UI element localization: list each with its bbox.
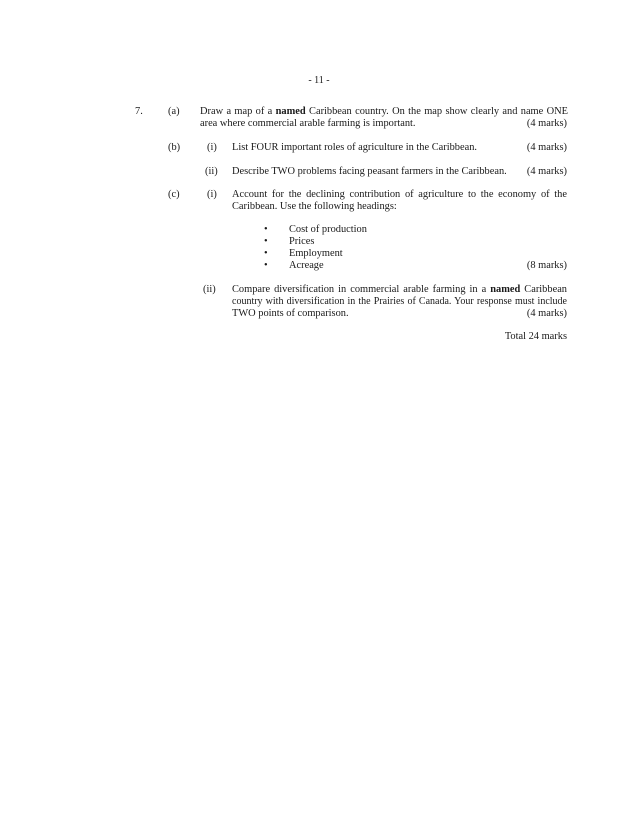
part-c-label: (c) <box>168 189 180 200</box>
list-item: • Acreage <box>264 260 324 271</box>
part-c-i-line1: Account for the declining contribution of agriculture to the economy of the <box>232 189 567 200</box>
bullet-icon: • <box>264 236 268 247</box>
part-c-i-line2: Caribbean. Use the following headings: <box>232 201 397 212</box>
question-number: 7. <box>135 106 143 117</box>
part-b-label: (b) <box>168 142 181 153</box>
list-item: • Prices <box>264 236 315 247</box>
page-number: - 11 - <box>308 75 330 86</box>
part-c-ii-marks: (4 marks) <box>526 308 567 319</box>
part-c-i-marks: (8 marks) <box>526 260 567 271</box>
bullet-icon: • <box>264 248 268 259</box>
part-a-marks: (4 marks) <box>526 118 567 129</box>
part-b-ii-text: Describe TWO problems facing peasant farmers in the Caribbean. <box>232 166 507 177</box>
headings-list <box>264 224 367 272</box>
part-c-ii-line3: TWO points of comparison. <box>232 308 349 319</box>
part-a-label: (a) <box>168 106 180 117</box>
part-a-line1: Draw a map of a named Caribbean country. On the map show clearly and name ONE <box>200 106 568 117</box>
bullet-icon: • <box>264 224 268 235</box>
bullet-icon: • <box>264 260 268 271</box>
part-c-ii-line1: Compare diversification in commercial arable farming in a named Caribbean <box>232 284 567 295</box>
part-b-ii-marks: (4 marks) <box>526 166 567 177</box>
part-b-i-label: (i) <box>207 142 217 153</box>
part-b-i-marks: (4 marks) <box>526 142 567 153</box>
part-c-ii-line2: country with diversification in the Prairies of Canada. Your response must include <box>232 296 567 307</box>
part-b-i-text: List FOUR important roles of agriculture in the Caribbean. <box>232 142 477 153</box>
part-a-named-bold: named <box>275 106 306 117</box>
total-marks: Total 24 marks <box>504 331 567 342</box>
part-b-ii-label: (ii) <box>205 166 218 177</box>
list-item: • Employment <box>264 248 343 259</box>
part-c-ii-named-bold: named <box>490 284 521 295</box>
part-a-line2: area where commercial arable farming is important. <box>200 118 416 129</box>
list-item: • Cost of production <box>264 224 367 235</box>
part-c-i-label: (i) <box>207 189 217 200</box>
part-c-ii-label: (ii) <box>203 284 216 295</box>
